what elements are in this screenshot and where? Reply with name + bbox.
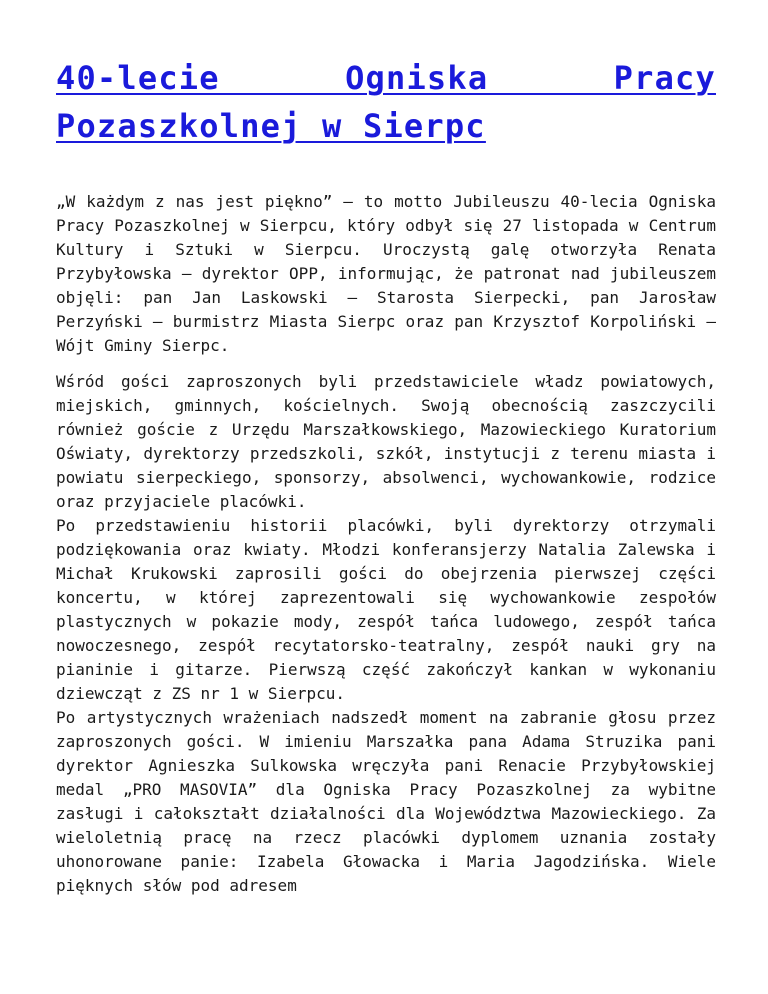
paragraph-intro: „W każdym z nas jest piękno” – to motto Jubileuszu 40-lecia Ogniska Pracy Pozaszkolnej w Sierpcu, który odbył się 27 listopada w Centrum Kultury i Sztuki w Sierpcu. Uroczystą galę otworzyła Renata Przybyłowska – dyrektor OPP, informując, że patronat nad jubileuszem objęli: pan Jan Laskowski – Starosta Sierpecki, pan Jarosław Perzyński – burmistrz Miasta Sierpc oraz pan Krzysztof Korpoliński – Wójt Gminy Sierpc.: [56, 192, 716, 355]
article: [56, 54, 716, 898]
article-title: [56, 54, 716, 150]
paragraph-speeches: Po artystycznych wrażeniach nadszedł moment na zabranie głosu przez zaproszonych gości. W imieniu Marszałka pana Adama Struzika pani dyrektor Agnieszka Sulkowska wręczyła pani Renacie Przybyłowskiej medal „PRO MASOVIA” dla Ogniska Pracy Pozaszkolnej za wybitne zasługi i całokształt działalności dla Województwa Mazowieckiego. Za wieloletnią pracę na rzecz placówki dyplomem uznania zostały uhonorowane panie: Izabela Głowacka i Maria Jagodzińska. Wiele pięknych słów pod adresem: [56, 708, 716, 895]
paragraph-guests: Wśród gości zaproszonych byli przedstawiciele władz powiatowych, miejskich, gminnych, kościelnych. Swoją obecnością zaszczycili również goście z Urzędu Marszałkowskiego, Mazowieckiego Kuratorium Oświaty, dyrektorzy przedszkoli, szkół, instytucji z terenu miasta i powiatu sierpeckiego, sponsorzy, absolwenci, wychowankowie, rodzice oraz przyjaciele placówki.: [56, 372, 716, 511]
paragraph-concert: Po przedstawieniu historii placówki, byli dyrektorzy otrzymali podziękowania oraz kwiaty. Młodzi konferansjerzy Natalia Zalewska i Michał Krukowski zaprosili gości do obejrzenia pierwszej części koncertu, w której zaprezentowali się wychowankowie zespołów plastycznych w pokazie mody, zespół tańca ludowego, zespół tańca nowoczesnego, zespół recytatorsko-teatralny, zespół nauki gry na pianinie i gitarze. Pierwszą część zakończył kankan w wykonaniu dziewcząt z ZS nr 1 w Sierpcu.: [56, 516, 716, 703]
article-title-link[interactable]: 40-lecie Ogniska Pracy Pozaszkolnej w Sierpc: [56, 59, 716, 145]
